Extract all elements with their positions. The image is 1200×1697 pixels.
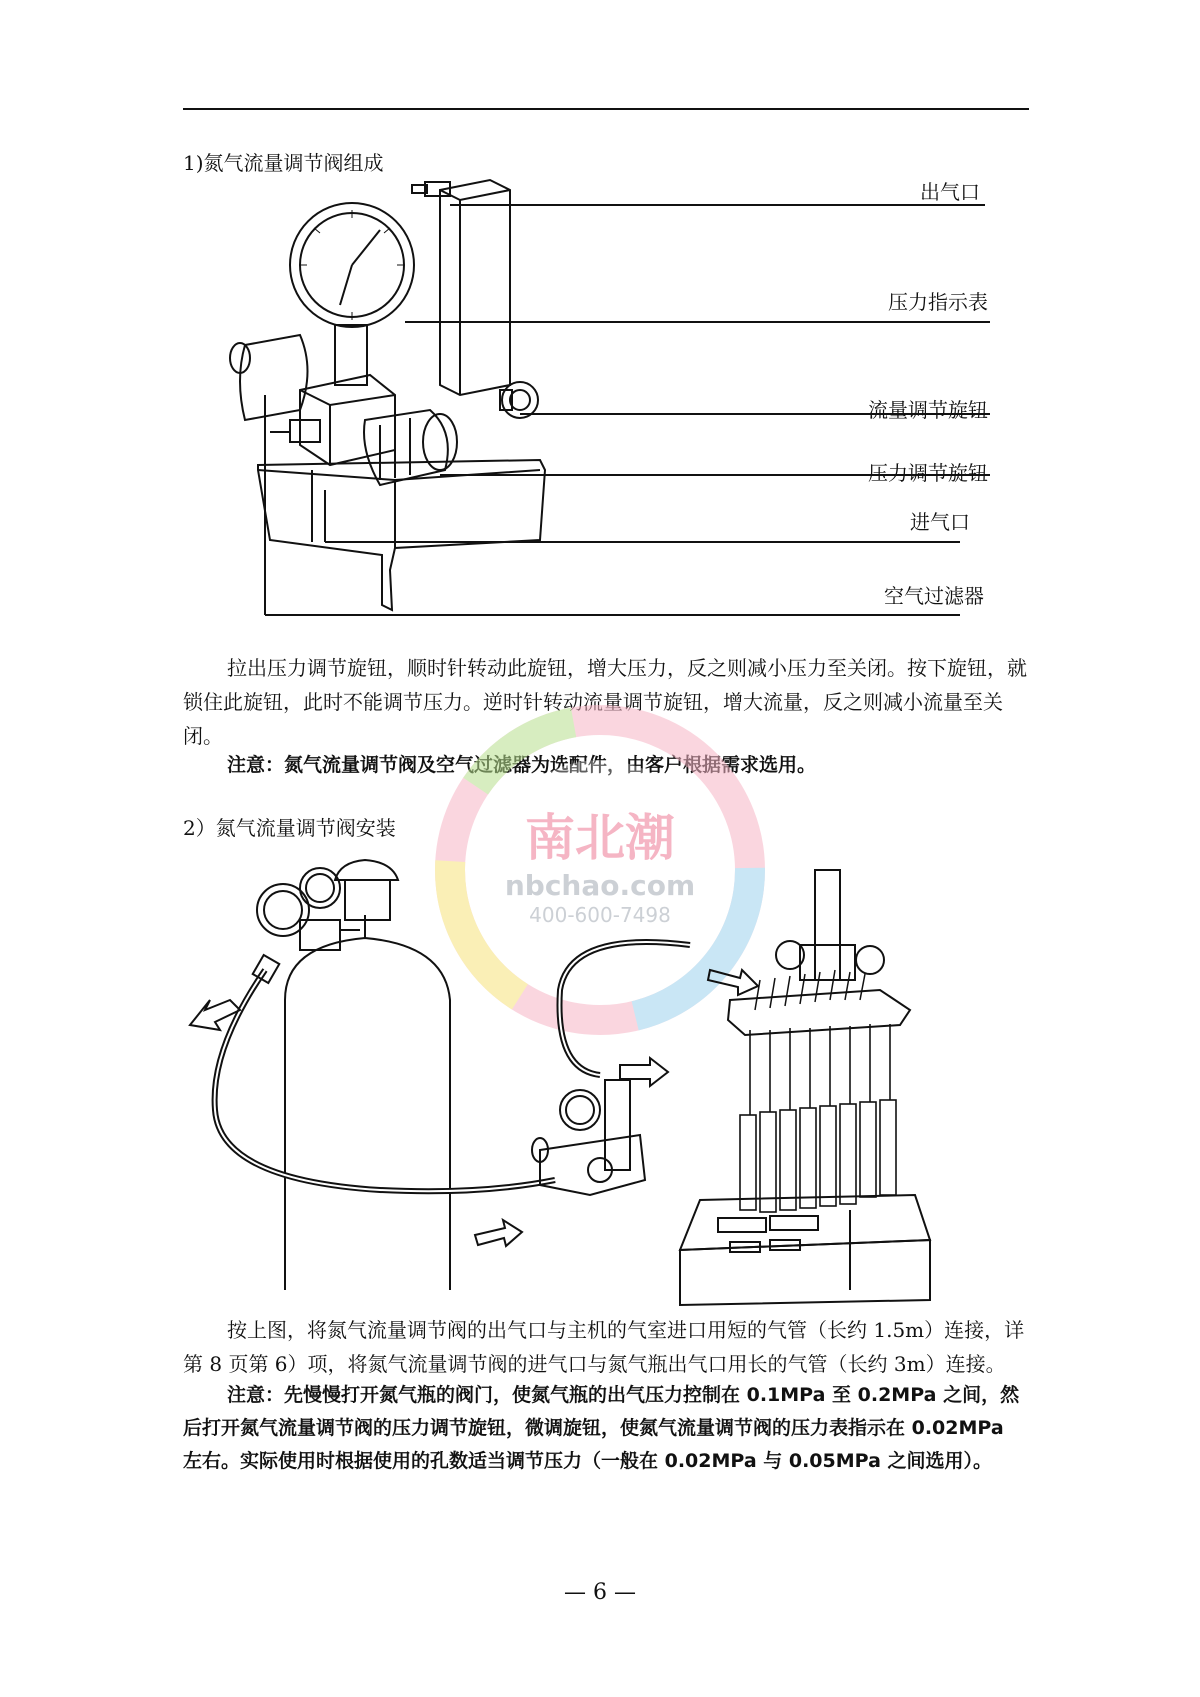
section2-paragraph (183, 1313, 1029, 1381)
page-number: — 6 — (564, 1580, 636, 1605)
label-pressure-knob: 压力调节旋钮 (868, 461, 988, 485)
section1-heading: 1)氮气流量调节阀组成 (183, 151, 384, 175)
watermark-phone: 400-600-7498 (529, 903, 671, 927)
section2-note: 注意：先慢慢打开氮气瓶的阀门，使氮气瓶的出气压力控制在 0.1MPa 至 0.2MPa 之间，然后打开氮气流量调节阀的压力调节旋钮，微调旋钮，使氮气流量调节阀的压力表指示在 0.02MPa 左右。实际使用时根据使用的孔数适当调节压力（一般在 0.02MPa 与 0.05MPa 之间选用）。 (183, 1384, 1020, 1472)
section2-paragraph-text: 按上图，将氮气流量调节阀的出气口与主机的气室进口用短的气管（长约 1.5m）连接，详第 8 页第 6）项，将氮气流量调节阀的进气口与氮气瓶出气口用长的气管（长约 3m）连接。 (183, 1318, 1025, 1376)
header-rule (183, 108, 1029, 110)
label-flow-knob: 流量调节旋钮 (868, 398, 988, 422)
installation-diagram (0, 850, 1200, 1310)
watermark-brand: 南北潮 (525, 809, 675, 867)
label-pressure-gauge: 压力指示表 (888, 290, 988, 314)
section1-paragraph (183, 651, 1029, 753)
watermark-site: nbchao.com (504, 869, 696, 902)
label-air-filter: 空气过滤器 (884, 584, 984, 608)
label-inlet: 进气口 (910, 510, 970, 534)
section1-paragraph-text: 拉出压力调节旋钮，顺时针转动此旋钮，增大压力，反之则减小压力至关闭。按下旋钮，就锁住此旋钮，此时不能调节压力。逆时针转动流量调节旋钮，增大流量，反之则减小流量至关闭。 (183, 656, 1027, 748)
label-outlet: 出气口 (920, 180, 980, 204)
section2-heading: 2）氮气流量调节阀安装 (183, 816, 396, 840)
section1-note: 注意：氮气流量调节阀及空气过滤器为选配件，由客户根据需求选用。 (227, 754, 817, 776)
